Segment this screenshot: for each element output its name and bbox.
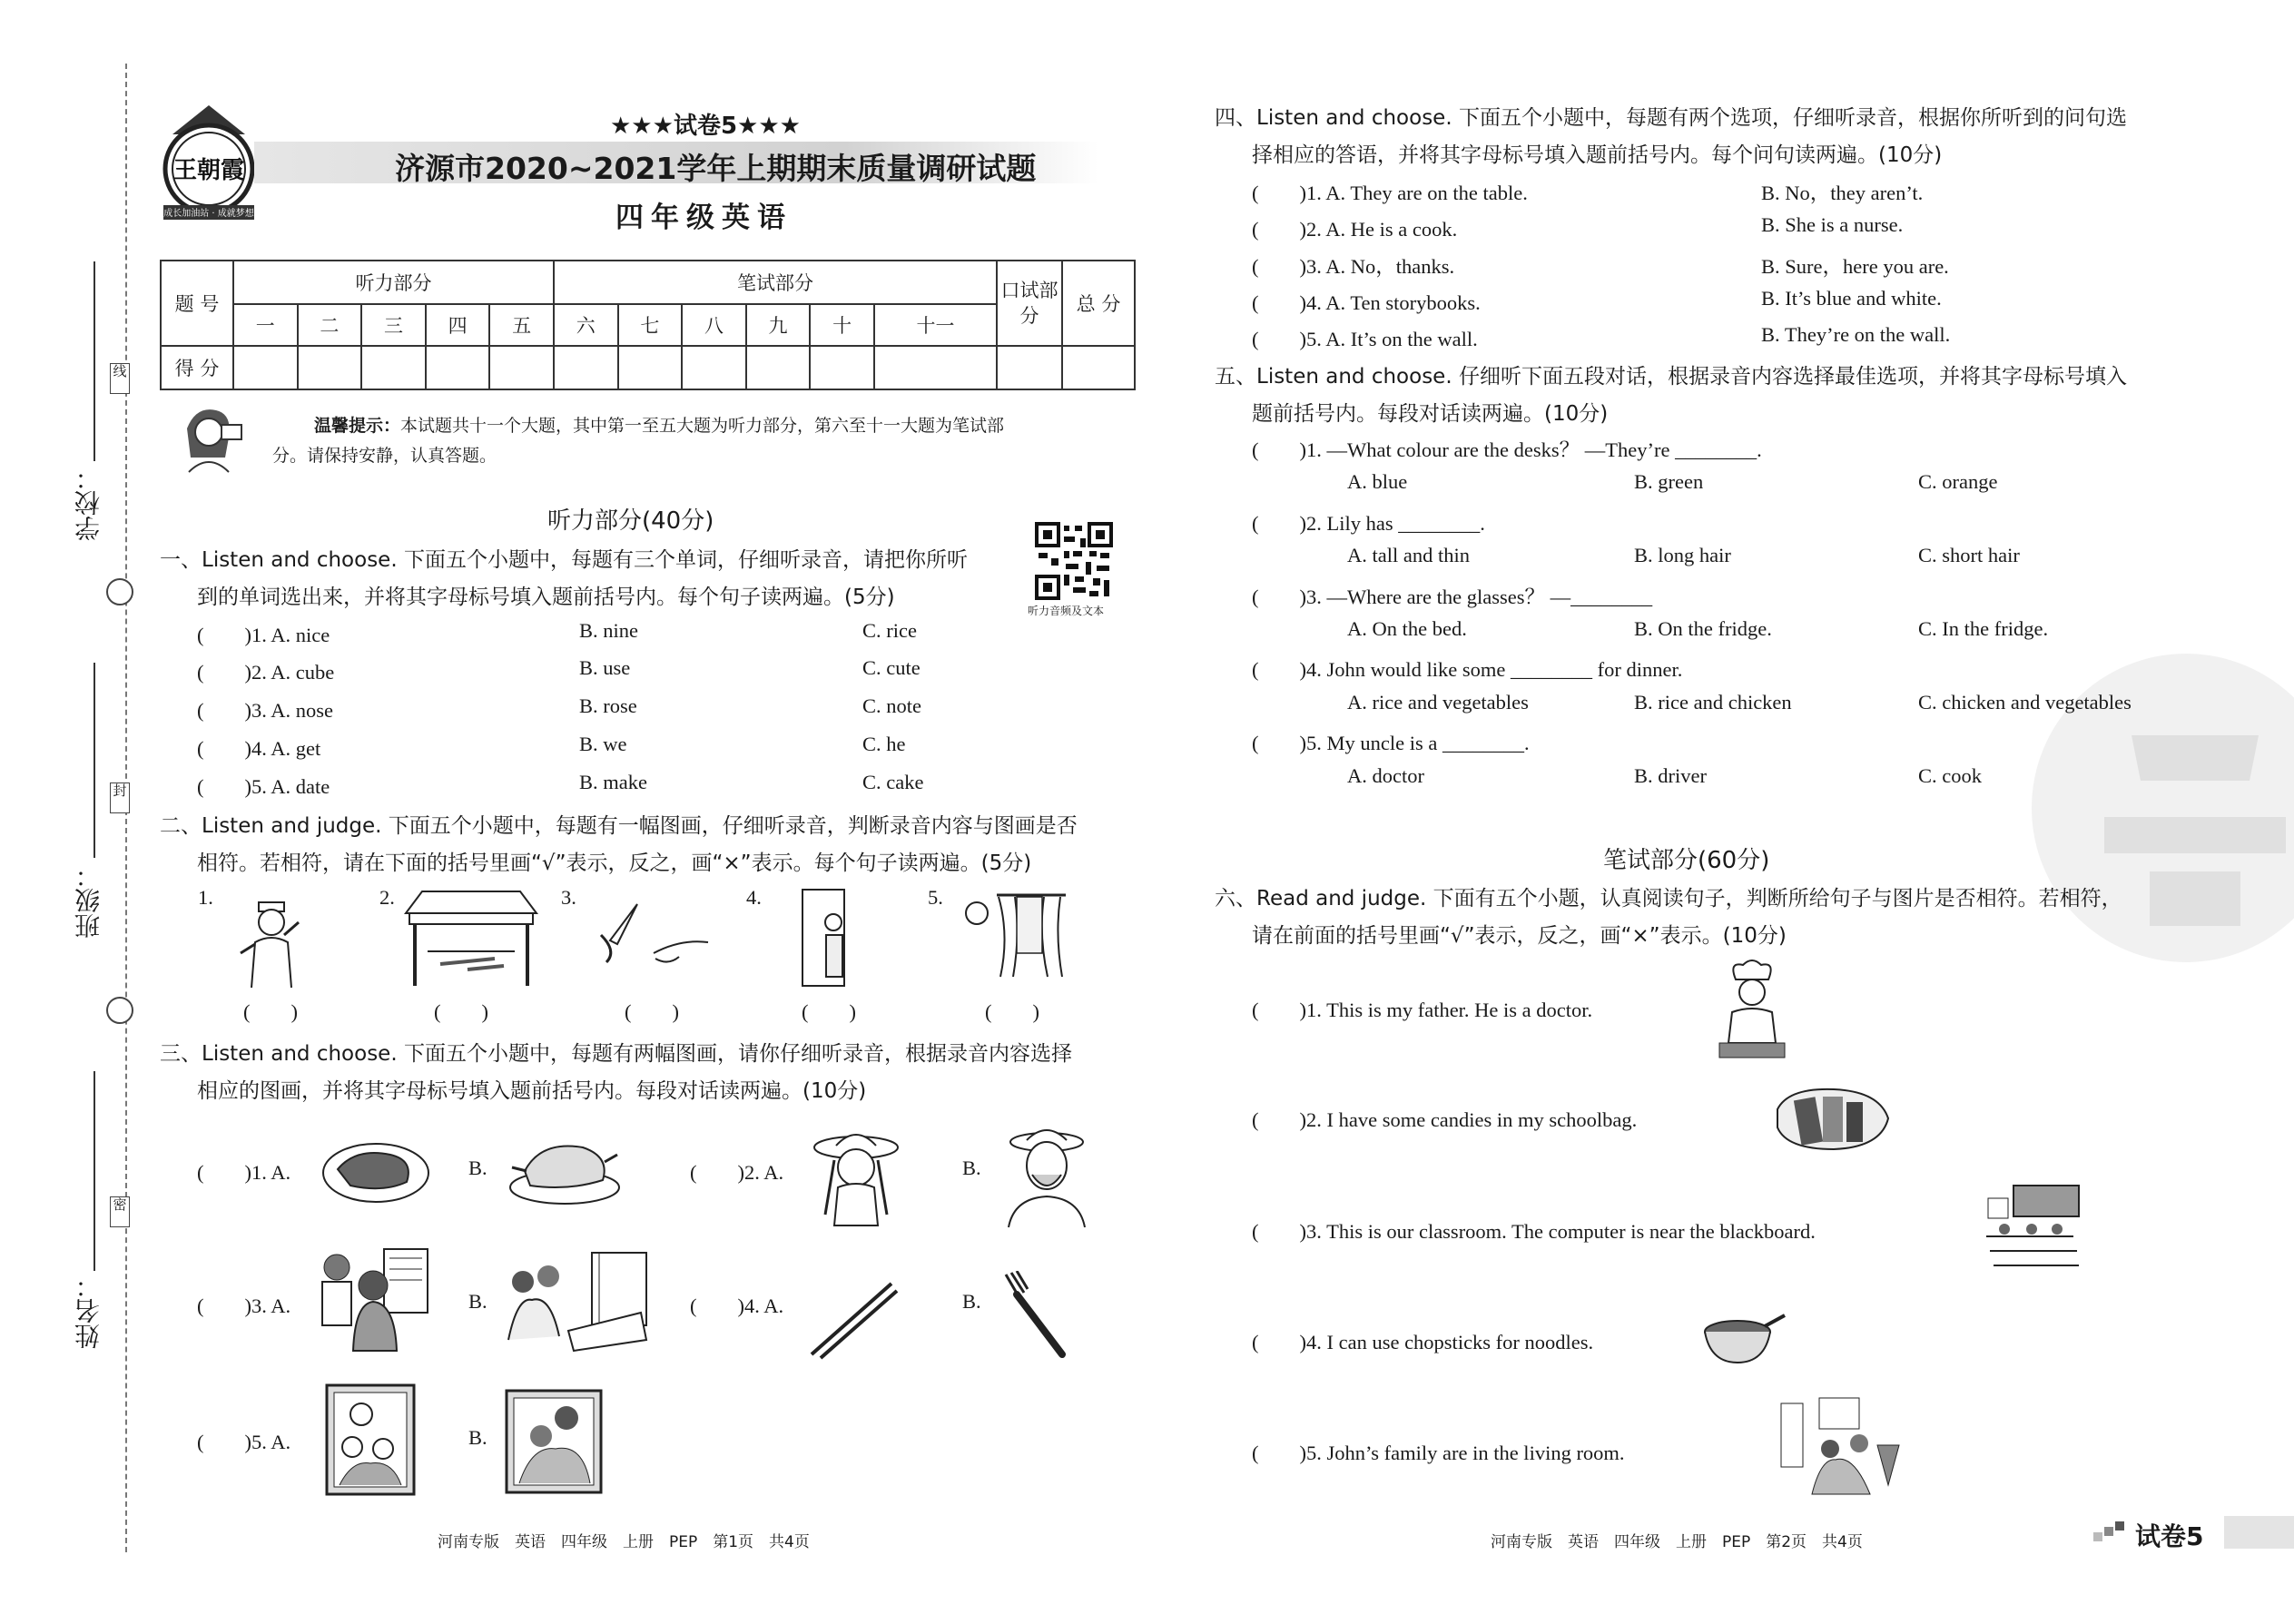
s1-q1-b: B. nine <box>579 619 638 642</box>
s4-q3[interactable]: ( )3. A. No，thanks. <box>1252 255 1455 278</box>
exam-title: 济源市2020~2021学年上期期末质量调研试题 <box>395 151 1037 186</box>
exam-subtitle: 四年级英语 <box>615 202 793 234</box>
s3-q2-b: B. <box>962 1156 981 1179</box>
s5-q1-b: B. green <box>1634 470 1704 493</box>
score-table <box>160 260 1136 390</box>
s1-q1[interactable]: ( )1. A. nice <box>197 624 330 646</box>
s4-q5-b: B. They’re on the wall. <box>1761 323 1951 346</box>
s4-q2-b: B. She is a nurse. <box>1761 213 1904 236</box>
col-2: 二 <box>298 304 362 346</box>
s5-q5-c: C. cook <box>1918 764 1982 787</box>
s5-q4-c: C. chicken and vegetables <box>1918 691 2132 714</box>
oral-header: 口试部分 <box>997 261 1062 346</box>
s5-q1-a: A. blue <box>1347 470 1408 493</box>
s5-q2-b: B. long hair <box>1634 544 1731 566</box>
s6-q4[interactable]: ( )4. I can use chopsticks for noodles. <box>1252 1331 1594 1353</box>
s5-q3[interactable]: ( )3. —Where are the glasses？ —________ <box>1252 586 1653 608</box>
row-label-number: 题 号 <box>161 261 233 346</box>
s5-q3-b: B. On the fridge. <box>1634 617 1772 640</box>
s2-num-1: 1. <box>198 886 213 909</box>
s4-q3-b: B. Sure，here you are. <box>1761 255 1949 278</box>
s1-q1-c: C. rice <box>862 619 917 642</box>
score-cell[interactable] <box>682 346 746 389</box>
s4-q2[interactable]: ( )2. A. He is a cook. <box>1252 218 1458 241</box>
corner-bar <box>2224 1516 2294 1549</box>
s6-q3[interactable]: ( )3. This is our classroom. The computer is near the blackboard. <box>1252 1220 1816 1243</box>
s2-answer-5[interactable]: ( ) <box>985 1000 1039 1023</box>
tip-line-1: 温馨提示：本试题共十一个大题，其中第一至五大题为听力部分，第六至十一大题为笔试部 <box>314 416 1005 436</box>
chopsticks-illustration <box>808 1276 899 1360</box>
knife-hand-illustration <box>581 899 714 971</box>
roast-chicken-illustration <box>505 1135 623 1207</box>
s1-q2[interactable]: ( )2. A. cube <box>197 661 335 684</box>
footer-right: 河南专版 英语 四年级 上册 PEP 第2页 共4页 <box>1491 1533 1863 1551</box>
s3-q5[interactable]: ( )5. A. <box>197 1431 291 1453</box>
s5-q5-a: A. doctor <box>1347 764 1424 787</box>
table-with-knife-illustration <box>404 886 538 988</box>
s4-q1-b: B. No，they aren’t. <box>1761 182 1924 204</box>
svg-text:成长加油站 · 成就梦想: 成长加油站 · 成就梦想 <box>163 209 254 219</box>
s5-q3-c: C. In the fridge. <box>1918 617 2049 640</box>
score-cell[interactable] <box>874 346 997 389</box>
girl-reading-illustration <box>169 401 251 474</box>
s1-instruction-1: 一、Listen and choose. 下面五个小题中，每题有三个单词，仔细听录音，请把你所听 <box>160 548 968 572</box>
s2-instruction-1: 二、Listen and judge. 下面五个小题中，每题有一幅图画，仔细听录音，判断录音内容与图画是否 <box>160 814 1078 838</box>
total-header: 总 分 <box>1062 261 1135 346</box>
name-underline <box>94 1071 95 1271</box>
footer-left: 河南专版 英语 四年级 上册 PEP 第1页 共4页 <box>438 1533 810 1551</box>
writing-title: 笔试部分(60分) <box>1603 847 1770 874</box>
bedroom-family-illustration <box>1776 1394 1905 1498</box>
s3-q5-b: B. <box>468 1426 487 1449</box>
col-9: 九 <box>746 304 811 346</box>
s5-instruction-1: 五、Listen and choose. 仔细听下面五段对话，根据录音内容选择最佳选项，并将其字母标号填入 <box>1215 365 2127 389</box>
qr-code-icon[interactable] <box>1035 522 1113 600</box>
s2-num-3: 3. <box>561 886 576 909</box>
s1-q3[interactable]: ( )3. A. nose <box>197 699 333 722</box>
score-cell[interactable] <box>298 346 362 389</box>
s6-q5[interactable]: ( ​ )5. John’s family are in the living room. <box>1252 1442 1625 1464</box>
s1-q5-c: C. cake <box>862 771 924 793</box>
s5-q2-c: C. short hair <box>1918 544 2020 566</box>
s5-q4-a: A. rice and vegetables <box>1347 691 1529 714</box>
s2-answer-1[interactable]: ( ) <box>243 1000 298 1023</box>
score-cell[interactable] <box>426 346 490 389</box>
secret-watermark-icon <box>2023 626 2294 989</box>
s2-answer-3[interactable]: ( ) <box>625 1000 679 1023</box>
girl-hat-illustration <box>811 1124 901 1227</box>
col-7: 七 <box>618 304 683 346</box>
schoolbag-illustration <box>1770 1082 1893 1155</box>
classroom-illustration <box>1983 1182 2082 1284</box>
secret-mark: 密 <box>110 1196 130 1227</box>
score-cell[interactable] <box>746 346 811 389</box>
s5-q1-c: C. orange <box>1918 470 1998 493</box>
corner-squares-icon <box>2093 1520 2126 1547</box>
seal-mark: 封 <box>110 782 130 813</box>
binding-hole-icon <box>106 578 133 605</box>
s1-q3-c: C. note <box>862 694 921 717</box>
listening-title: 听力部分(40分) <box>547 507 714 535</box>
s4-q4[interactable]: ( )4. A. Ten storybooks. <box>1252 291 1481 314</box>
family-room-illustration-b <box>505 1249 650 1354</box>
score-cell[interactable] <box>997 346 1062 389</box>
school-underline <box>94 261 95 461</box>
col-10: 十 <box>810 304 874 346</box>
s5-instruction-2: 题前括号内。每段对话读两遍。(10分) <box>1252 402 1609 426</box>
s5-q1[interactable]: ( )1. —What colour are the desks？ —They’re ________. <box>1252 438 1762 461</box>
s2-num-5: 5. <box>928 886 943 909</box>
s1-q5-b: B. make <box>579 771 647 793</box>
s5-q5-b: B. driver <box>1634 764 1707 787</box>
fork-illustration <box>999 1271 1071 1358</box>
door-boy-illustration <box>799 886 852 988</box>
family-photo-illustration-a <box>325 1383 416 1496</box>
col-4: 四 <box>426 304 490 346</box>
s3-instruction-2: 相应的图画，并将其字母标号填入题前括号内。每段对话读两遍。(10分) <box>197 1079 867 1103</box>
col-6: 六 <box>554 304 618 346</box>
noodle-bowl-illustration <box>1701 1312 1787 1366</box>
s1-q4[interactable]: ( )4. A. get <box>197 737 321 760</box>
s6-q1[interactable]: ( )1. This is my father. He is a doctor. <box>1252 999 1593 1021</box>
col-3: 三 <box>361 304 426 346</box>
col-1: 一 <box>233 304 298 346</box>
man-hat-illustration <box>1001 1120 1092 1229</box>
s3-q3[interactable]: ( )3. A. <box>197 1294 291 1317</box>
s2-num-4: 4. <box>746 886 762 909</box>
chef-illustration <box>1716 958 1788 1061</box>
s1-q3-b: B. rose <box>579 694 637 717</box>
s1-q2-b: B. use <box>579 656 631 679</box>
s3-q3-b: B. <box>468 1290 487 1313</box>
s3-q4[interactable]: ( )4. A. <box>690 1294 784 1317</box>
s5-q3-a: A. On the bed. <box>1347 617 1467 640</box>
s3-q2[interactable]: ( )2. A. <box>690 1161 784 1184</box>
steak-plate-illustration <box>320 1135 432 1207</box>
s2-answer-4[interactable]: ( ) <box>802 1000 856 1023</box>
s5-q2-a: A. tall and thin <box>1347 544 1470 566</box>
s6-q2[interactable]: ( )2. I have some candies in my schoolbag. <box>1252 1108 1638 1131</box>
score-cell[interactable] <box>810 346 874 389</box>
s1-instruction-2: 到的单词选出来，并将其字母标号填入题前括号内。每个句子读两遍。(5分) <box>197 586 895 609</box>
s5-q4[interactable]: ( )4. John would like some ________ for dinner. <box>1252 658 1683 681</box>
col-11: 十一 <box>874 304 997 346</box>
s5-q5[interactable]: ( )5. My uncle is a ________. <box>1252 732 1530 754</box>
name-label: 姓名： <box>74 1273 103 1349</box>
s3-instruction-1: 三、Listen and choose. 下面五个小题中，每题有两幅图画，请你仔细听录音，根据录音内容选择 <box>160 1042 1072 1066</box>
s2-answer-2[interactable]: ( ) <box>434 1000 488 1023</box>
binding-hole-icon <box>106 997 133 1024</box>
s4-instruction-2: 择相应的答语，并将其字母标号填入题前括号内。每个问句读两遍。(10分) <box>1252 143 1943 167</box>
corner-tag: 试卷5 <box>2135 1521 2204 1551</box>
class-label: 班级： <box>74 862 103 939</box>
s3-q4-b: B. <box>962 1290 981 1313</box>
score-cell[interactable] <box>1062 346 1135 389</box>
row-label-score: 得 分 <box>161 346 233 389</box>
s2-instruction-2: 相符。若相符，请在下面的括号里画“√”表示，反之，画“×”表示。每个句子读两遍。(5分) <box>197 851 1032 875</box>
svg-text:王朝霞: 王朝霞 <box>172 157 245 184</box>
s4-q5[interactable]: ( )5. A. It’s on the wall. <box>1252 328 1478 350</box>
window-curtain-illustration <box>960 890 1068 980</box>
s4-instruction-1: 四、Listen and choose. 下面五个小题中，每题有两个选项，仔细听录音，根据你所听到的问句选 <box>1215 106 2127 130</box>
s4-q1[interactable]: ( )1. A. They are on the table. <box>1252 182 1528 204</box>
qr-caption: 听力音频及文本 <box>1028 605 1105 617</box>
s1-q2-c: C. cute <box>862 656 921 679</box>
col-5: 五 <box>489 304 554 346</box>
col-8: 八 <box>682 304 746 346</box>
nurse-illustration <box>231 890 313 991</box>
exam-series: ★★★试卷5★★★ <box>610 113 801 140</box>
line-mark: 线 <box>110 363 130 394</box>
score-cell[interactable] <box>618 346 683 389</box>
score-cell[interactable] <box>489 346 554 389</box>
score-cell[interactable] <box>361 346 426 389</box>
s1-q4-c: C. he <box>862 733 906 755</box>
brand-logo <box>154 98 263 225</box>
s1-q5[interactable]: ( )5. A. date <box>197 775 330 798</box>
school-label: 学校： <box>74 465 103 541</box>
score-cell[interactable] <box>233 346 298 389</box>
s2-num-2: 2. <box>379 886 395 909</box>
writing-header: 笔试部分 <box>554 261 997 304</box>
family-photo-illustration-b <box>505 1389 603 1494</box>
tip-line-2: 分。请保持安静，认真答题。 <box>272 446 497 466</box>
class-underline <box>94 663 95 858</box>
s6-instruction-2: 请在前面的括号里画“√”表示，反之，画“×”表示。(10分) <box>1252 924 1787 948</box>
s4-q4-b: B. It’s blue and white. <box>1761 287 1942 310</box>
s3-q1-b: B. <box>468 1156 487 1179</box>
s5-q2[interactable]: ( )2. Lily has ________. <box>1252 512 1485 535</box>
score-cell[interactable] <box>554 346 618 389</box>
s6-instruction-1: 六、Read and judge. 下面有五个小题，认真阅读句子，判断所给句子与图片是否相符。若相符， <box>1215 887 2122 910</box>
listening-header: 听力部分 <box>233 261 554 304</box>
family-room-illustration-a <box>313 1245 431 1354</box>
s1-q4-b: B. we <box>579 733 627 755</box>
s5-q4-b: B. rice and chicken <box>1634 691 1792 714</box>
s3-q1[interactable]: ( )1. A. <box>197 1161 291 1184</box>
